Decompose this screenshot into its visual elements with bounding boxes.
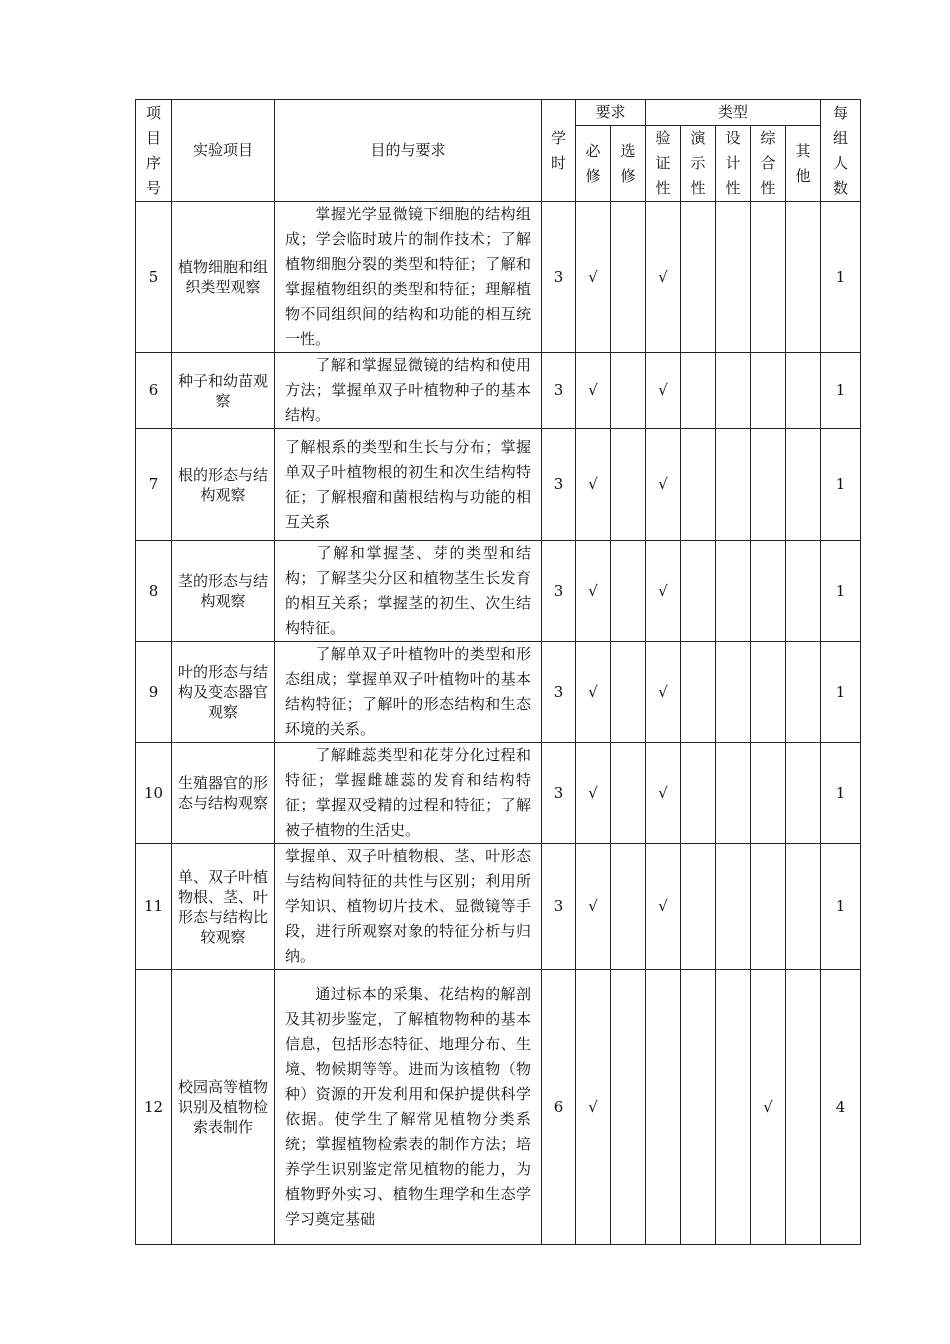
cell-elective bbox=[611, 353, 646, 429]
cell-other bbox=[786, 429, 821, 541]
cell-required: √ bbox=[576, 353, 611, 429]
cell-group: 1 bbox=[821, 541, 861, 642]
cell-no: 9 bbox=[136, 642, 172, 743]
cell-hours: 3 bbox=[542, 743, 576, 844]
header-comprehensive: 综合性 bbox=[751, 126, 786, 202]
purpose-text: 了解和掌握茎、芽的类型和结构；了解茎尖分区和植物茎生长发育的相互关系；掌握茎的初生、次生结构特征。 bbox=[285, 544, 531, 637]
experiment-table bbox=[135, 99, 861, 1245]
purpose-text: 了解单双子叶植物叶的类型和形态组成；掌握单双子叶植物叶的基本结构特征；了解叶的形态结构和生态环境的关系。 bbox=[285, 645, 531, 738]
cell-hours: 6 bbox=[542, 970, 576, 1245]
cell-verify: √ bbox=[646, 353, 681, 429]
cell-demo bbox=[681, 844, 716, 970]
cell-comprehensive: √ bbox=[751, 970, 786, 1245]
cell-comprehensive bbox=[751, 429, 786, 541]
cell-demo bbox=[681, 353, 716, 429]
header-purpose: 目的与要求 bbox=[275, 100, 542, 202]
cell-required: √ bbox=[576, 743, 611, 844]
cell-item: 根的形态与结构观察 bbox=[172, 429, 275, 541]
cell-purpose bbox=[275, 743, 542, 844]
table-row bbox=[136, 844, 861, 970]
cell-required: √ bbox=[576, 202, 611, 353]
table-row bbox=[136, 642, 861, 743]
cell-purpose bbox=[275, 541, 542, 642]
cell-elective bbox=[611, 202, 646, 353]
header-hours: 学时 bbox=[542, 100, 576, 202]
cell-hours: 3 bbox=[542, 429, 576, 541]
cell-elective bbox=[611, 429, 646, 541]
table-row bbox=[136, 353, 861, 429]
cell-item: 单、双子叶植物根、茎、叶形态与结构比较观察 bbox=[172, 844, 275, 970]
cell-design bbox=[716, 353, 751, 429]
cell-verify: √ bbox=[646, 202, 681, 353]
cell-demo bbox=[681, 541, 716, 642]
cell-comprehensive bbox=[751, 642, 786, 743]
cell-comprehensive bbox=[751, 353, 786, 429]
table-header bbox=[136, 100, 861, 202]
header-verify: 验证性 bbox=[646, 126, 681, 202]
cell-comprehensive bbox=[751, 844, 786, 970]
cell-demo bbox=[681, 429, 716, 541]
cell-hours: 3 bbox=[542, 642, 576, 743]
cell-required: √ bbox=[576, 642, 611, 743]
cell-hours: 3 bbox=[542, 202, 576, 353]
header-no: 项目序号 bbox=[136, 100, 172, 202]
cell-other bbox=[786, 970, 821, 1245]
cell-elective bbox=[611, 743, 646, 844]
header-type: 类型 bbox=[646, 100, 821, 126]
cell-group: 1 bbox=[821, 844, 861, 970]
cell-other bbox=[786, 642, 821, 743]
cell-group: 1 bbox=[821, 202, 861, 353]
header-demo: 演示性 bbox=[681, 126, 716, 202]
cell-required: √ bbox=[576, 970, 611, 1245]
purpose-text: 通过标本的采集、花结构的解剖及其初步鉴定，了解植物物种的基本信息，包括形态特征、地理分布、生境、物候期等等。进而为该植物（物种）资源的开发利用和保护提供科学依据。使学生了解常见植物分类系统；掌握植物检索表的制作方法；培养学生识别鉴定常见植物的能力，为植物野外实习、植物生理学和生态学学习奠定基础 bbox=[285, 985, 531, 1228]
header-elective: 选修 bbox=[611, 126, 646, 202]
cell-elective bbox=[611, 970, 646, 1245]
cell-other bbox=[786, 353, 821, 429]
table-row bbox=[136, 429, 861, 541]
cell-verify: √ bbox=[646, 541, 681, 642]
header-other: 其他 bbox=[786, 126, 821, 202]
cell-group: 1 bbox=[821, 429, 861, 541]
purpose-text: 了解雌蕊类型和花芽分化过程和特征；掌握雌雄蕊的发育和结构特征；掌握双受精的过程和特征；了解被子植物的生活史。 bbox=[285, 746, 531, 839]
cell-item: 校园高等植物识别及植物检索表制作 bbox=[172, 970, 275, 1245]
cell-design bbox=[716, 642, 751, 743]
cell-group: 4 bbox=[821, 970, 861, 1245]
cell-design bbox=[716, 202, 751, 353]
cell-verify: √ bbox=[646, 844, 681, 970]
cell-verify bbox=[646, 970, 681, 1245]
cell-no: 7 bbox=[136, 429, 172, 541]
cell-purpose bbox=[275, 353, 542, 429]
cell-elective bbox=[611, 541, 646, 642]
header-group: 每组人数 bbox=[821, 100, 861, 202]
cell-verify: √ bbox=[646, 642, 681, 743]
cell-purpose bbox=[275, 642, 542, 743]
cell-comprehensive bbox=[751, 743, 786, 844]
purpose-text: 了解根系的类型和生长与分布；掌握单双子叶植物根的初生和次生结构特征；了解根瘤和菌根结构与功能的相互关系 bbox=[285, 437, 531, 531]
header-design: 设计性 bbox=[716, 126, 751, 202]
cell-no: 11 bbox=[136, 844, 172, 970]
cell-no: 5 bbox=[136, 202, 172, 353]
cell-purpose bbox=[275, 202, 542, 353]
cell-elective bbox=[611, 844, 646, 970]
cell-group: 1 bbox=[821, 353, 861, 429]
cell-required: √ bbox=[576, 429, 611, 541]
cell-design bbox=[716, 844, 751, 970]
cell-hours: 3 bbox=[542, 353, 576, 429]
cell-design bbox=[716, 970, 751, 1245]
cell-no: 12 bbox=[136, 970, 172, 1245]
cell-demo bbox=[681, 202, 716, 353]
cell-required: √ bbox=[576, 541, 611, 642]
header-item: 实验项目 bbox=[172, 100, 275, 202]
cell-other bbox=[786, 202, 821, 353]
cell-no: 6 bbox=[136, 353, 172, 429]
cell-other bbox=[786, 743, 821, 844]
purpose-text: 掌握单、双子叶植物根、茎、叶形态与结构间特征的共性与区别；利用所学知识、植物切片技术、显微镜等手段，进行所观察对象的特征分析与归纳。 bbox=[285, 847, 531, 965]
cell-hours: 3 bbox=[542, 844, 576, 970]
cell-no: 10 bbox=[136, 743, 172, 844]
cell-item: 生殖器官的形态与结构观察 bbox=[172, 743, 275, 844]
cell-required: √ bbox=[576, 844, 611, 970]
cell-purpose bbox=[275, 970, 542, 1245]
purpose-text: 掌握光学显微镜下细胞的结构组成；学会临时玻片的制作技术；了解植物细胞分裂的类型和特征；了解和掌握植物组织的类型和特征；理解植物不同组织间的结构和功能的相互统一性。 bbox=[285, 205, 531, 348]
cell-verify: √ bbox=[646, 743, 681, 844]
cell-demo bbox=[681, 743, 716, 844]
table-row bbox=[136, 541, 861, 642]
header-required: 必修 bbox=[576, 126, 611, 202]
cell-purpose bbox=[275, 429, 542, 541]
cell-group: 1 bbox=[821, 743, 861, 844]
table-body bbox=[136, 202, 861, 1245]
cell-other bbox=[786, 844, 821, 970]
cell-demo bbox=[681, 642, 716, 743]
cell-no: 8 bbox=[136, 541, 172, 642]
table-row bbox=[136, 202, 861, 353]
cell-elective bbox=[611, 642, 646, 743]
table-row bbox=[136, 743, 861, 844]
cell-design bbox=[716, 541, 751, 642]
cell-design bbox=[716, 429, 751, 541]
cell-comprehensive bbox=[751, 541, 786, 642]
cell-group: 1 bbox=[821, 642, 861, 743]
header-requirement: 要求 bbox=[576, 100, 646, 126]
purpose-text: 了解和掌握显微镜的结构和使用方法；掌握单双子叶植物种子的基本结构。 bbox=[285, 356, 531, 424]
cell-item: 茎的形态与结构观察 bbox=[172, 541, 275, 642]
cell-comprehensive bbox=[751, 202, 786, 353]
cell-item: 叶的形态与结构及变态器官观察 bbox=[172, 642, 275, 743]
cell-design bbox=[716, 743, 751, 844]
cell-other bbox=[786, 541, 821, 642]
cell-hours: 3 bbox=[542, 541, 576, 642]
cell-purpose bbox=[275, 844, 542, 970]
cell-verify: √ bbox=[646, 429, 681, 541]
table-row bbox=[136, 970, 861, 1245]
cell-item: 植物细胞和组织类型观察 bbox=[172, 202, 275, 353]
cell-demo bbox=[681, 970, 716, 1245]
cell-item: 种子和幼苗观察 bbox=[172, 353, 275, 429]
